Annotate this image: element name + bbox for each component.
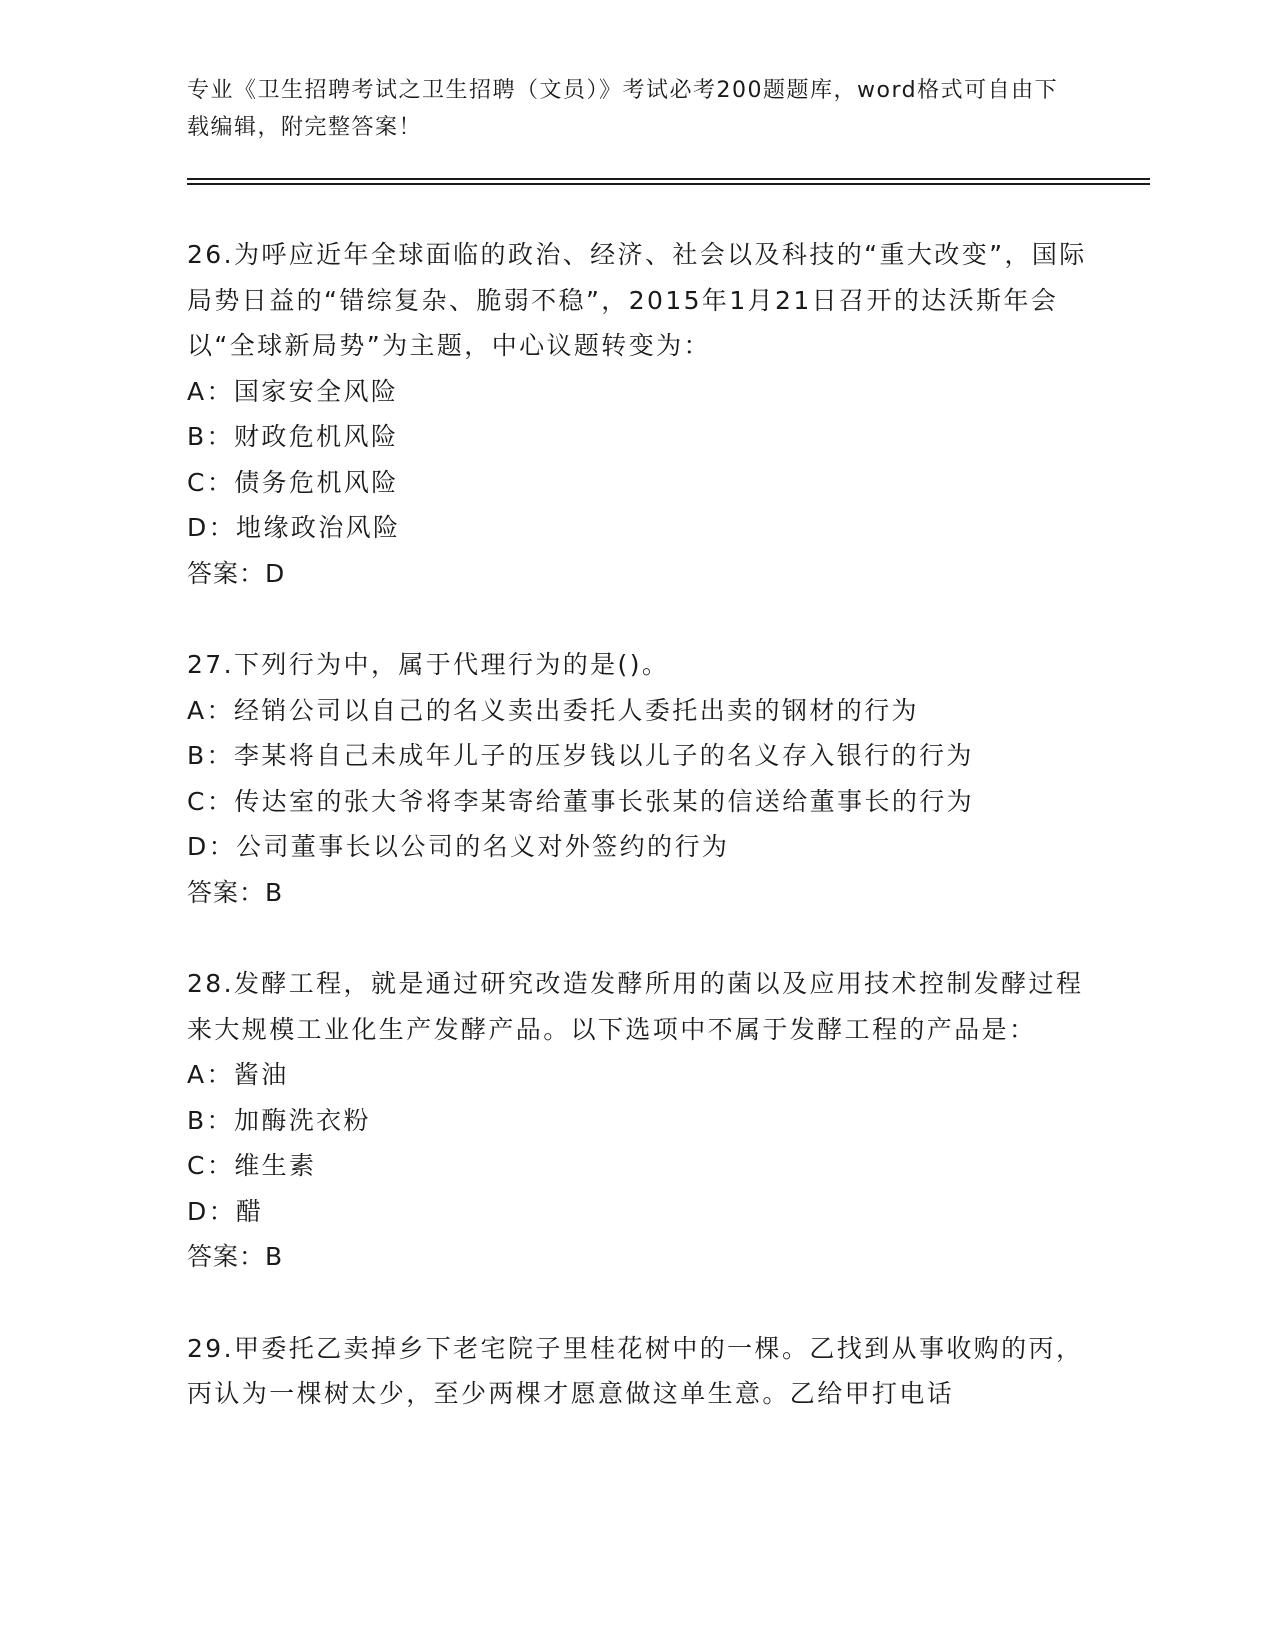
option-c: C：传达室的张大爷将李某寄给董事长张某的信送给董事长的行为	[187, 786, 975, 816]
question-stem: 27.下列行为中，属于代理行为的是()。	[187, 650, 670, 679]
question-stem: 29.甲委托乙卖掉乡下老宅院子里桂花树中的一棵。乙找到从事收购的丙，丙认为一棵树太少，至少两棵才愿意做这单生意。乙给甲打电话	[187, 1333, 1084, 1408]
header-title: 专业《卫生招聘考试之卫生招聘（文员）》考试必考200题题库，word格式可自由下载编辑，附完整答案！	[187, 78, 1059, 140]
option-b: B：加酶洗衣粉	[187, 1105, 371, 1135]
question-29	[187, 1326, 1087, 1417]
option-a: A：经销公司以自己的名义卖出委托人委托出卖的钢材的行为	[187, 695, 919, 725]
option-b: B：李某将自己未成年儿子的压岁钱以儿子的名义存入银行的行为	[187, 741, 974, 770]
option-b: B：财政危机风险	[187, 422, 399, 451]
question-stem: 28.发酵工程，就是通过研究改造发酵所用的菌以及应用技术控制发酵过程来大规模工业化生产发酵产品。以下选项中不属于发酵工程的产品是：	[187, 969, 1084, 1044]
question-28	[187, 961, 1087, 1280]
answer-line: 答案：B	[187, 1242, 284, 1271]
option-d: D：地缘政治风险	[187, 513, 401, 542]
question-stem: 26.为呼应近年全球面临的政治、经济、社会以及科技的“重大改变”，国际局势日益的“错综复杂、脆弱不稳”，2015年1月21日召开的达沃斯年会以“全球新局势”为主题，中心议题转变为：	[187, 240, 1087, 360]
answer-line: 答案：B	[187, 877, 284, 907]
header-divider-top	[187, 178, 1150, 180]
option-c: C：债务危机风险	[187, 467, 399, 497]
option-c: C：维生素	[187, 1151, 317, 1180]
option-a: A：国家安全风险	[187, 376, 399, 406]
question-27	[187, 642, 1087, 915]
header-divider-bottom	[187, 183, 1150, 185]
answer-line: 答案：D	[187, 558, 286, 588]
option-d: D：醋	[187, 1196, 264, 1226]
question-26	[187, 232, 1087, 596]
option-d: D：公司董事长以公司的名义对外签约的行为	[187, 832, 730, 861]
option-a: A：酱油	[187, 1060, 289, 1089]
document-header	[187, 72, 1067, 146]
question-list	[187, 232, 1087, 1463]
